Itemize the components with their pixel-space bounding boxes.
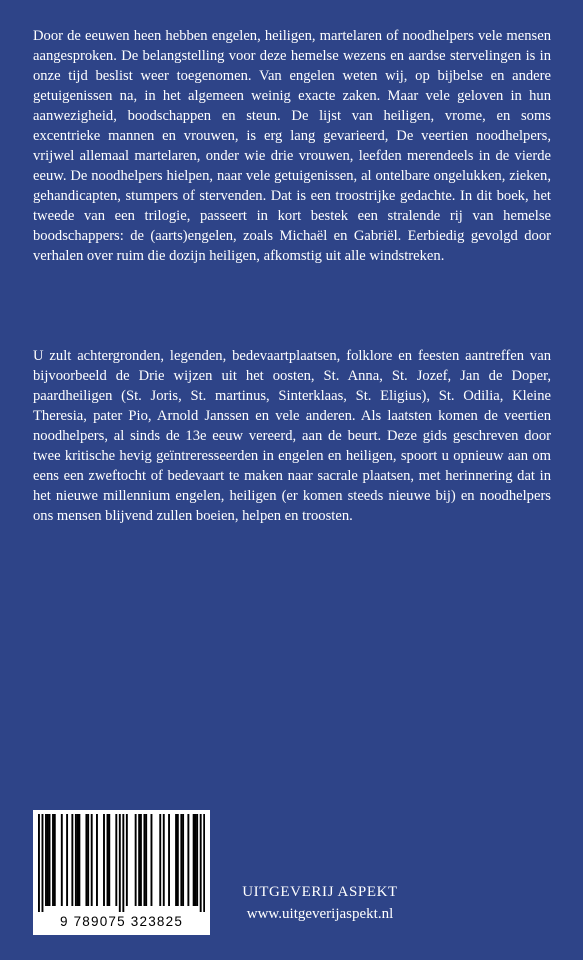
barcode-bar xyxy=(78,814,80,906)
barcode-bar xyxy=(177,814,179,906)
barcode-bar xyxy=(196,814,198,906)
barcode-bar xyxy=(96,814,98,906)
barcode-bar xyxy=(182,814,184,906)
barcode-bar xyxy=(61,814,63,906)
barcode-bar xyxy=(52,814,54,906)
barcode-bar xyxy=(138,814,140,906)
barcode-bar xyxy=(168,814,170,906)
barcode-guard-bar xyxy=(203,814,205,912)
barcode-bar xyxy=(107,814,109,906)
barcode-bar xyxy=(66,814,68,906)
publisher-name: UITGEVERIJ ASPEKT xyxy=(242,884,398,900)
barcode-bar xyxy=(91,814,93,906)
publisher-url[interactable]: www.uitgeverijaspekt.nl xyxy=(246,906,394,922)
barcode-guard-bar xyxy=(38,814,40,912)
barcode-bar xyxy=(180,814,182,906)
barcode-guard-bar xyxy=(119,814,121,912)
barcode-bar xyxy=(140,814,142,906)
barcode-bar xyxy=(47,814,49,906)
barcode-bar xyxy=(103,814,105,906)
blurb-paragraph-2: U zult achtergronden, legenden, bedevaartplaatsen, folklore en feesten aantreffen van bijvoorbeeld de Drie wijzen uit het oosten, St. Anna, St. Jozef, Jan de Doper, paardheiligen (St. Joris, St. martinus, Sinterklaas, St. Eligius), St. Odilia, Kleine Theresia, pater Pio, Arnold Janssen en vele anderen. Als laatsten komen de veertien noodhelpers, al sinds de 13e eeuw vereerd, aan de beurt. Deze gids geschreven door twee kritische hevig geïntreresseerden in engelen en heiligen, spoort u opnieuw aan om eens een zweftocht of bedevaart te maken naar sacrale plaatsen, met herinnering dat in het nieuwe millennium engelen, heiligen (er komen steeds nieuwe bij) en noodhelpers ons mensen blijvend zullen boeien, helpen en troosten. xyxy=(33,348,551,524)
barcode-bar xyxy=(163,814,165,906)
barcode-bar xyxy=(115,814,117,906)
barcode-bar xyxy=(145,814,147,906)
barcode-icon xyxy=(38,814,205,912)
barcode-bar xyxy=(175,814,177,906)
isbn-number: 9 789075 323825 xyxy=(59,914,184,929)
barcode-bar xyxy=(54,814,56,906)
barcode-bar xyxy=(49,814,51,906)
barcode-bar xyxy=(187,814,189,906)
barcode-guard-bar xyxy=(200,814,202,912)
barcode-bar xyxy=(143,814,145,906)
isbn-barcode xyxy=(33,810,210,935)
barcode-bar xyxy=(77,814,79,906)
barcode-bar xyxy=(135,814,137,906)
blurb-paragraph-1: Door de eeuwen heen hebben engelen, heiligen, martelaren of noodhelpers vele mensen aangesproken. De belangstelling voor deze hemelse wezens en aardse stervelingen is in onze tijd beslist weer toegenomen. Van engelen weten wij, op bijbelse en andere getuigenissen na, in het algemeen weinig exacte zaken. Maar vele geloven in hun aanwezigheid, boodschappen en steun. De lijst van heiligen, vrome, en soms excentrieke mannen en vrouwen, is erg lang gevarieerd, De veertien noodhelpers, vrijwel allemaal martelaren, onder wie drie vrouwen, leefden merendeels in de vierde eeuw. De noodhelpers hielpen, naar vele getuigenissen, al ontelbare ongelukken, zieken, gehandicapten, stumpers of stervenden. Dat is een troostrijke gedachte. In dit boek, het tweede van een trilogie, passeert in kort bestek een stralende rij van hemelse boodschappers: de (aarts)engelen, zoals Michaël en Gabriël. Eerbiedig gevolgd door verhalen over ruim die dozijn heiligen, afkomstig uit alle windstreken. xyxy=(33,28,551,264)
barcode-bar xyxy=(194,814,196,906)
barcode-bar xyxy=(85,814,87,906)
barcode-bar xyxy=(151,814,153,906)
barcode-bar xyxy=(159,814,161,906)
barcode-bar xyxy=(45,814,47,906)
barcode-bar xyxy=(71,814,73,906)
barcode-bar xyxy=(87,814,89,906)
barcode-guard-bar xyxy=(122,814,124,912)
barcode-bar xyxy=(75,814,77,906)
barcode-bar xyxy=(193,814,195,906)
barcode-bar xyxy=(108,814,110,906)
barcode-bar xyxy=(126,814,128,906)
barcode-guard-bar xyxy=(42,814,44,912)
